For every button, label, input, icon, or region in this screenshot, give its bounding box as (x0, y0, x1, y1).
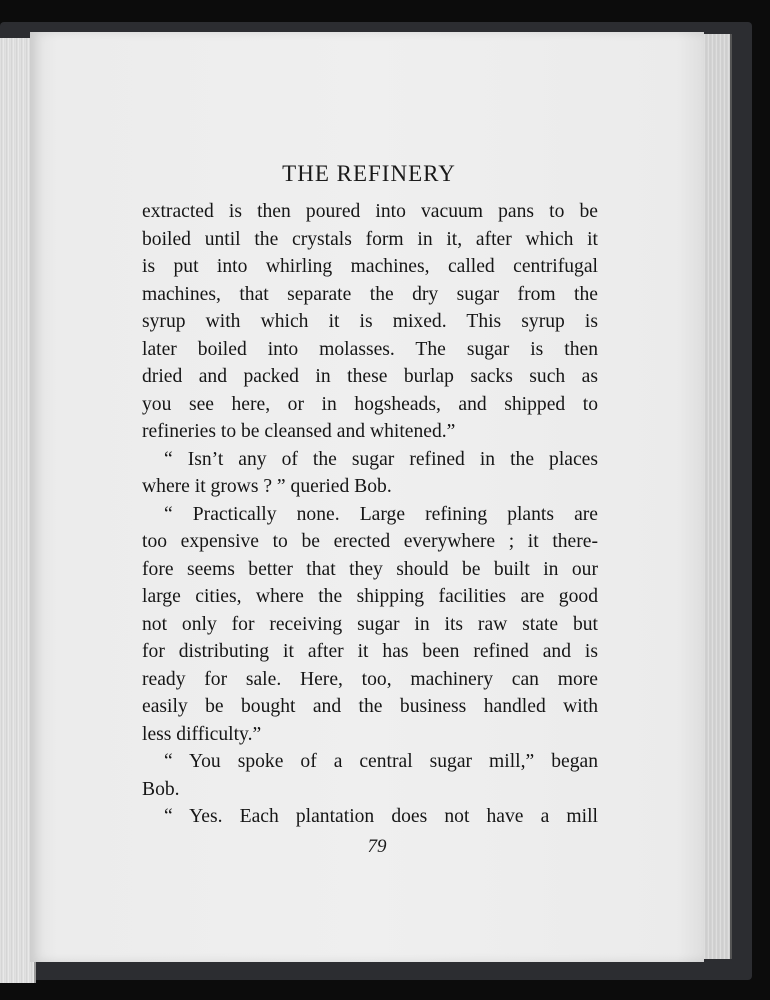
running-head: THE REFINERY (282, 161, 456, 186)
text-line: later boiled into molasses. The sugar is then (142, 338, 598, 360)
text-line: extracted is then poured into vacuum pans to be (142, 201, 598, 222)
text-line: “ Isn’t any of the sugar refined in the places (164, 448, 598, 470)
page-number: 79 (367, 836, 387, 857)
text-line: too expensive to be erected everywhere ; it there- (142, 531, 598, 552)
text-line: machines, that separate the dry sugar from the (142, 283, 598, 305)
text-line: refineries to be cleansed and whitened.” (142, 421, 456, 442)
text-line: Bob. (142, 778, 180, 800)
text-line: is put into whirling machines, called centrifugal (142, 256, 598, 277)
text-line: “ Practically none. Large refining plants are (164, 503, 598, 525)
text-line: not only for receiving sugar in its raw state but (142, 613, 598, 635)
text-line: “ You spoke of a central sugar mill,” began (164, 751, 598, 772)
text-line: for distributing it after it has been refined and is (142, 641, 598, 662)
text-line: syrup with which it is mixed. This syrup is (142, 311, 598, 332)
text-line: ready for sale. Here, too, machinery can more (142, 668, 598, 690)
book-page (30, 32, 704, 962)
text-line: boiled until the crystals form in it, after which it (142, 228, 598, 250)
text-line: you see here, or in hogsheads, and shipped to (142, 393, 598, 415)
text-line: fore seems better that they should be built in our (142, 558, 598, 580)
text-line: easily be bought and the business handled with (142, 696, 598, 717)
text-line: less difficulty.” (142, 723, 262, 745)
text-line: large cities, where the shipping facilities are good (142, 586, 598, 607)
text-line: “ Yes. Each plantation does not have a mill (164, 806, 598, 827)
text-line: where it grows ? ” queried Bob. (142, 476, 392, 497)
body-text (142, 198, 598, 831)
text-line: dried and packed in these burlap sacks such as (142, 366, 598, 387)
